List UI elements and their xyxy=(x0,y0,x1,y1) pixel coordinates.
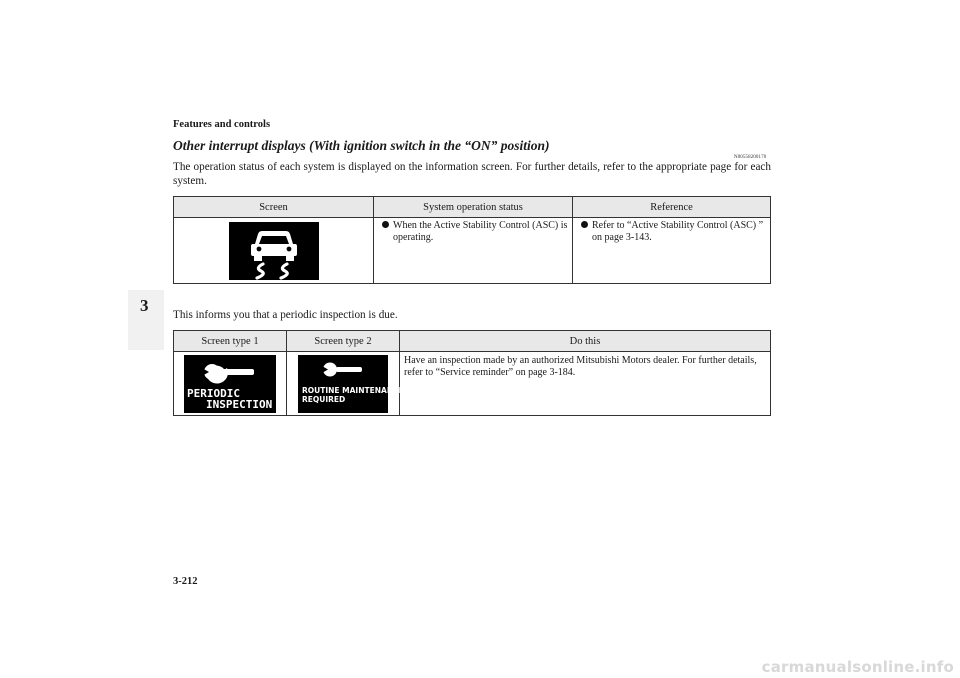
watermark: carmanualsonline.info xyxy=(761,658,954,676)
section-title: Other interrupt displays (With ignition switch in the “ON” position) xyxy=(173,138,550,153)
asc-status-table xyxy=(173,196,771,284)
screen-text-line1: ROUTINE MAINTENANCE xyxy=(302,385,404,395)
status-cell xyxy=(374,218,573,284)
chapter-number: 3 xyxy=(140,296,149,315)
bullet-icon xyxy=(581,221,588,228)
wrench-icon xyxy=(184,355,276,389)
section-header: Features and controls xyxy=(173,119,271,130)
col-header-screen-type-1: Screen type 1 xyxy=(174,331,287,352)
screen-text-line1: PERIODIC xyxy=(187,386,240,400)
reference-code: N00558200170 xyxy=(734,155,767,160)
bullet-icon xyxy=(382,221,389,228)
col-header-screen: Screen xyxy=(174,197,374,218)
col-header-status: System operation status xyxy=(374,197,573,218)
col-header-screen-type-2: Screen type 2 xyxy=(287,331,400,352)
page-number: 3-212 xyxy=(173,576,198,587)
table-row xyxy=(174,218,771,284)
do-this-cell: Have an inspection made by an authorized Mitsubishi Motors dealer. For further details, refer to “Service reminder” on page 3-184. xyxy=(400,352,771,416)
status-text: When the Active Stability Control (ASC) is operating. xyxy=(393,220,568,243)
screen-type-1-cell xyxy=(174,352,287,416)
asc-skid-car-icon xyxy=(229,222,319,280)
routine-maintenance-screen xyxy=(298,355,404,413)
screen-text-line2: REQUIRED xyxy=(302,394,346,404)
reference-cell xyxy=(573,218,771,284)
asc-display-screen xyxy=(229,222,319,280)
screen-cell xyxy=(174,218,374,284)
periodic-inspection-screen xyxy=(184,355,276,413)
col-header-do-this: Do this xyxy=(400,331,771,352)
table-row xyxy=(174,352,771,416)
inspection-table xyxy=(173,330,771,416)
reference-text: Refer to “Active Stability Control (ASC) ” on page 3-143. xyxy=(592,220,764,243)
intro-paragraph: The operation status of each system is displayed on the information screen. For further details, refer to the appropriate page for each system. xyxy=(173,161,771,187)
screen-text-line2: INSPECTION xyxy=(206,397,273,411)
screen-type-2-cell xyxy=(287,352,404,416)
wrench-icon xyxy=(298,355,388,385)
inspection-note: This informs you that a periodic inspection is due. xyxy=(173,309,398,321)
col-header-reference: Reference xyxy=(573,197,771,218)
